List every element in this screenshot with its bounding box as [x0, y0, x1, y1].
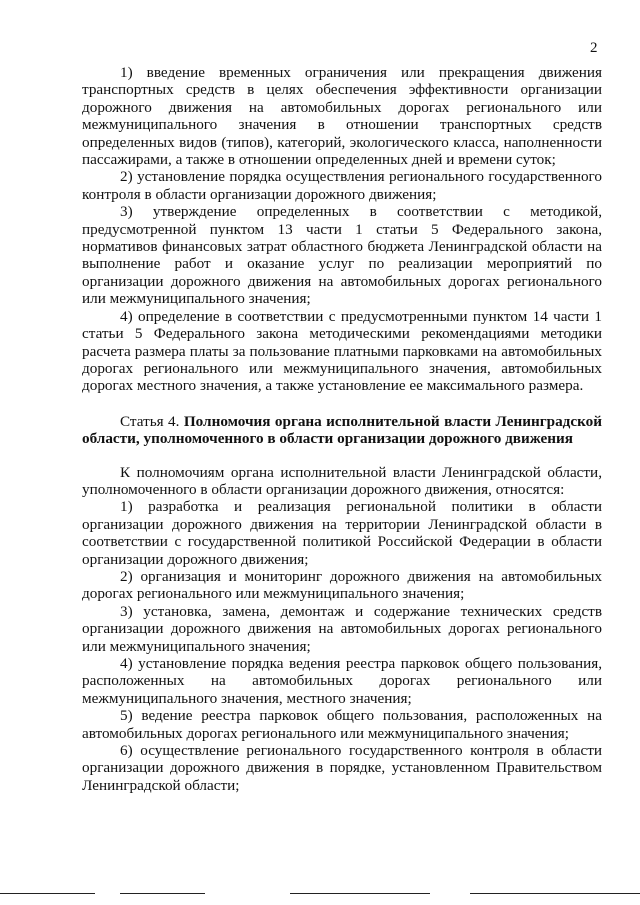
list-item-6: 6) осуществление регионального государственного контроля в области организации дорожного движения в порядке, установленном Правительством Ленинградской области;	[82, 742, 602, 794]
list-item-2: 2) организация и мониторинг дорожного движения на автомобильных дорогах регионального или межмуниципального значения;	[82, 567, 602, 603]
footer-rule	[470, 893, 640, 894]
footer-rule	[290, 893, 430, 894]
list-item-1: 1) разработка и реализация региональной политики в области организации дорожного движения на территории Ленинградской области в соответствии с государственной политикой Российской Федерации в области организации дорожного движения;	[82, 498, 602, 568]
footer-rules	[0, 893, 640, 899]
list-item-1: 1) введение временных ограничения или прекращения движения транспортных средств в целях обеспечения эффективности организации дорожного движения на автомобильных дорогах регионального или межмуниципального значения в отношении транспортных средств определенных видов (типов), категорий, экологического класса, наполненности пассажирами, а также в отношении определенных дней и времени суток;	[82, 64, 602, 169]
list-item-4: 4) определение в соответствии с предусмотренными пунктом 14 части 1 статьи 5 Федерального закона методическими рекомендациями методики расчета размера платы за пользование платными парковками на автомобильных дорогах регионального или межмуниципального значения, автомобильных дорогах местного значения, а также установление ее максимального размера.	[82, 307, 602, 395]
article-title: Полномочия органа исполнительной власти Ленинградской области, уполномоченного в области организации дорожного движения	[82, 412, 602, 448]
list-item-3: 3) утверждение определенных в соответствии с методикой, предусмотренной пунктом 13 части 1 статьи 5 Федерального закона, нормативов финансовых затрат областного бюджета Ленинградской области на выполнение работ и оказание услуг по реализации мероприятий по организации дорожного движения на автомобильных дорогах регионального или межмуниципального значения;	[82, 203, 602, 308]
list-item-2: 2) установление порядка осуществления регионального государственного контроля в области организации дорожного движения;	[82, 168, 602, 203]
list-item-5: 5) ведение реестра парковок общего пользования, расположенных на автомобильных дорогах регионального или межмуниципального значения;	[82, 707, 602, 742]
document-body	[82, 64, 602, 794]
footer-rule	[0, 893, 95, 894]
article-heading	[82, 413, 602, 448]
list-item-4: 4) установление порядка ведения реестра парковок общего пользования, расположенных на автомобильных дорогах регионального или межмуниципального значения, местного значения;	[82, 655, 602, 707]
list-item-3: 3) установка, замена, демонтаж и содержание технических средств организации дорожного движения на автомобильных дорогах регионального или межмуниципального значения;	[82, 602, 602, 655]
page-number: 2	[590, 40, 598, 56]
article-intro: К полномочиям органа исполнительной власти Ленинградской области, уполномоченного в области организации дорожного движения, относятся:	[82, 463, 602, 498]
article-label: Статья 4.	[120, 412, 180, 430]
footer-rule	[120, 893, 205, 894]
